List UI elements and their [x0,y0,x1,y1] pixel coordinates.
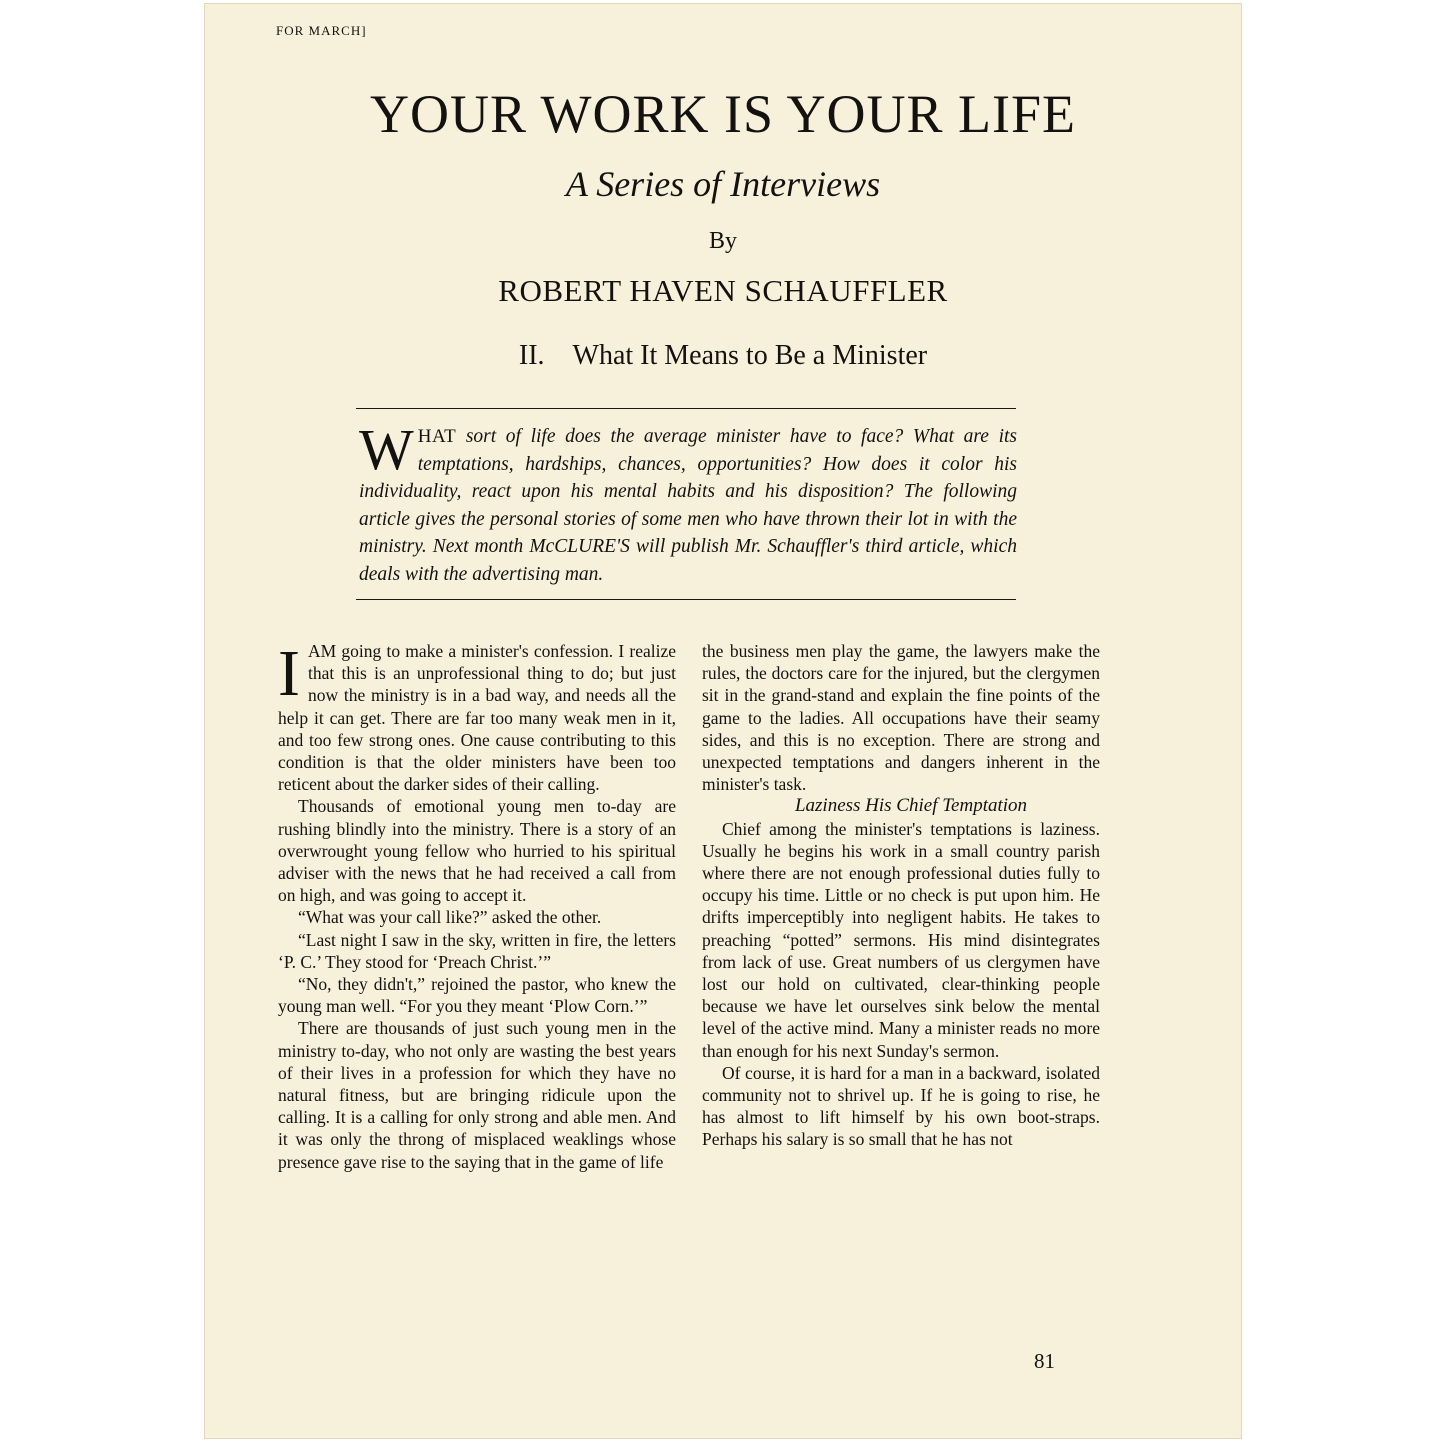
paragraph: “Last night I saw in the sky, written in fire, the letters ‘P. C.’ They stood for ‘Preach Christ.’” [278,929,676,972]
part-number: II. [518,340,545,371]
paragraph: “No, they didn't,” rejoined the pastor, who knew the young man well. “For you they meant ‘Plow Corn.’” [278,974,676,1017]
author-name: ROBERT HAVEN SCHAUFFLER [498,273,948,308]
article-subtitle: A Series of Interviews [565,164,881,204]
part-title: What It Means to Be a Minister [572,340,928,371]
right-column [702,640,1100,1151]
page-number: 81 [1034,1349,1055,1373]
paragraph: Of course, it is hard for a man in a backward, isolated community not to shrivel up. If he is going to rise, he has almost to lift himself by his own boot-straps. Perhaps his salary is so small that he has not [702,1062,1100,1150]
intro-text: sort of life does the average minister have to face? What are its temptations, hardships, chances, opportunities? How does it color his individuality, react upon his mental habits and his disposition? The following article gives the personal stories of some men who have thrown their lot in with the ministry. Next month McCLURE'S will publish Mr. Schauffler's third article, which deals with the advertising man. [359,426,1017,585]
paragraph: the business men play the game, the lawyers make the rules, the doctors care for the injured, but the clergymen sit in the grand-stand and explain the fine points of the game to the ladies. All occupations have their seamy sides, and this is no exception. There are strong and unexpected temptations and dangers inherent in the minister's task. [702,641,1100,795]
intro-lead: HAT [417,426,457,447]
intro-blurb [359,417,1017,588]
left-column [278,637,676,1173]
intro-top-rule [356,408,1016,409]
paragraph: Chief among the minister's temptations is laziness. Usually he begins his work in a small country parish where there are not enough professional duties fully to occupy his time. Little or no check is put upon him. He drifts imperceptibly into negligent habits. He takes to preaching “potted” sermons. His mind disintegrates from lack of use. Great numbers of us clergymen have lost our hold on cultivated, clear-thinking people because we have let ourselves sink below the mental level of the active mind. Many a minister reads no more than enough for his next Sunday's sermon. [702,818,1100,1061]
paragraph: Thousands of emotional young men to-day are rushing blindly into the ministry. There is a story of an overwrought young fellow who hurried to his spiritual adviser with the news that he had received a call from on high, and was going to accept it. [278,796,676,906]
article-title: YOUR WORK IS YOUR LIFE [369,84,1077,144]
running-head: FOR MARCH] [276,23,367,38]
intro-dropcap: W [359,417,414,482]
byline-by: By [708,228,737,254]
paragraph: There are thousands of just such young men in the ministry to-day, who not only are wasting the best years of their lives in a profession for which they have no natural fitness, but are bringing ridicule upon the calling. It is a calling for only strong and able men. And it was only the throng of misplaced weaklings whose presence gave rise to the saying that in the game of life [278,1018,676,1172]
paragraph: I AM going to make a minister's confession. I realize that this is an unprofessional thing to do; but just now the ministry is in a bad way, and needs all the help it can get. There are far too many weak men in it, and too few strong ones. One cause contributing to this condition is that the older ministers have been too reticent about the darker sides of their calling. [278,637,676,795]
body-dropcap: I [278,637,300,710]
paragraph: “What was your call like?” asked the other. [298,907,602,928]
intro-bottom-rule [356,599,1016,600]
part-heading [204,340,1242,372]
magazine-page [204,3,1242,1439]
section-heading: Laziness His Chief Temptation [794,795,1028,817]
